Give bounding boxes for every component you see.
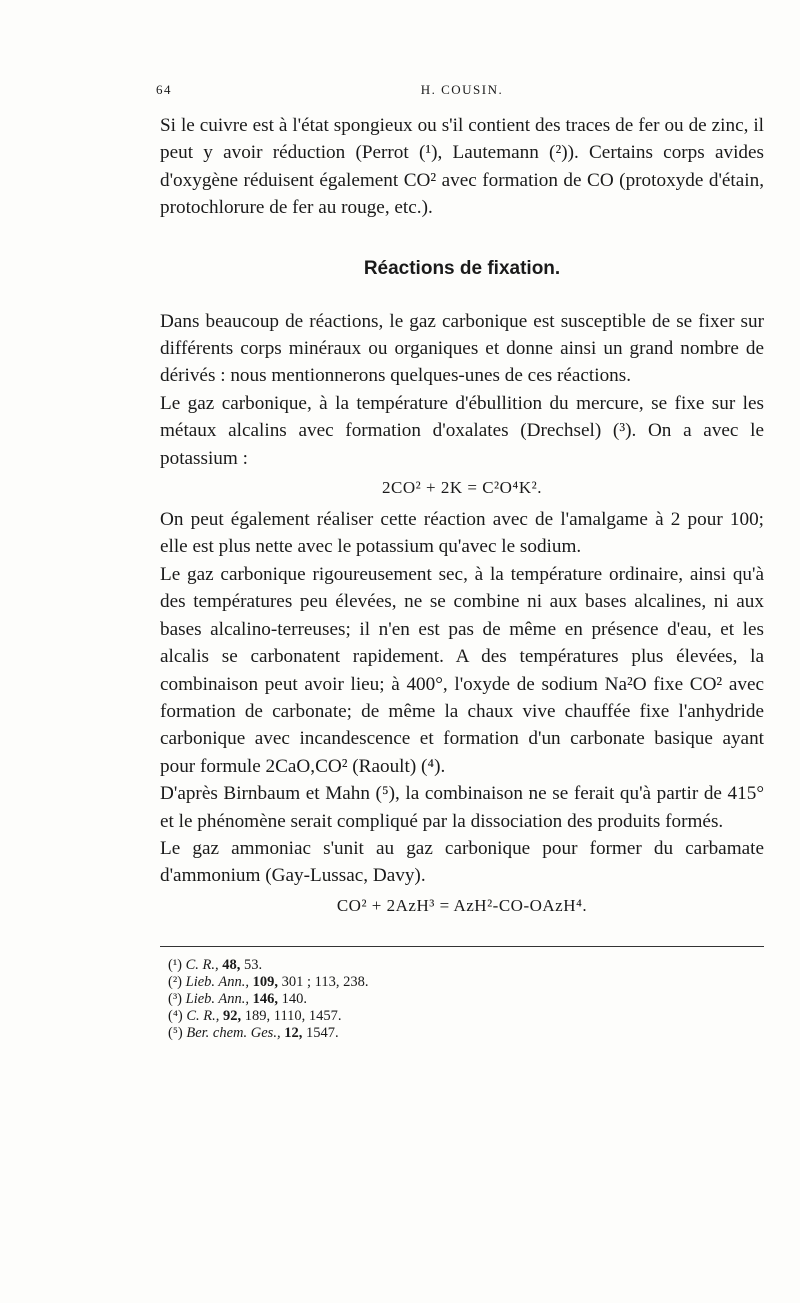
page-number: 64 bbox=[156, 82, 172, 97]
paragraph: Si le cuivre est à l'état spongieux ou s'il contient des traces de fer ou de zinc, il peut y avoir réduction (Perrot (¹), Lautemann (²)). Certains corps avides d'oxygène réduisent également CO² avec formation de CO (protoxyde d'étain, protochlorure de fer au rouge, etc.). bbox=[160, 115, 764, 219]
footnotes bbox=[168, 957, 764, 1042]
footnote-item: (²) Lieb. Ann., 109, 301 ; 113, 238. bbox=[168, 973, 369, 990]
footnote-item: (⁵) Ber. chem. Ges., 12, 1547. bbox=[168, 1024, 339, 1041]
footnote-item: (¹) C. R., 48, 53. bbox=[168, 956, 263, 973]
page-header bbox=[156, 82, 764, 106]
equation-carbamate: CO² + 2AzH³ = AzH²-CO-OAzH⁴. bbox=[336, 895, 588, 915]
paragraph: Dans beaucoup de réactions, le gaz carbonique est susceptible de se fixer sur différents corps minéraux ou organiques et donne ainsi un grand nombre de dérivés : nous mentionnerons quelques-unes de ces réactions. bbox=[160, 310, 764, 387]
paragraph: Le gaz carbonique, à la température d'ébullition du mercure, se fixe sur les métaux alcalins avec formation d'oxalates (Drechsel) (³). On a avec le potassium : bbox=[160, 392, 764, 469]
intro-text bbox=[160, 112, 764, 222]
footnote-divider bbox=[160, 946, 764, 947]
equation-oxalate: 2CO² + 2K = C²O⁴K². bbox=[382, 478, 542, 498]
paragraph: Le gaz ammoniac s'unit au gaz carbonique pour former du carbamate d'ammonium (Gay-Lussac, Davy). bbox=[160, 837, 764, 887]
book-page bbox=[156, 82, 764, 1042]
footnote-item: (⁴) C. R., 92, 189, 1110, 1457. bbox=[168, 1007, 342, 1024]
section-body bbox=[160, 308, 764, 916]
running-title: H. COUSIN. bbox=[420, 82, 504, 97]
footnote-item: (³) Lieb. Ann., 146, 140. bbox=[168, 990, 308, 1007]
paragraph: D'après Birnbaum et Mahn (⁵), la combinaison ne se ferait qu'à partir de 415° et le phénomène serait compliqué par la dissociation des produits formés. bbox=[160, 783, 764, 832]
section-title: Réactions de fixation. bbox=[363, 257, 561, 279]
paragraph: On peut également réaliser cette réaction avec de l'amalgame à 2 pour 100; elle est plus nette avec le potassium qu'avec le sodium. bbox=[160, 509, 764, 558]
paragraph: Le gaz carbonique rigoureusement sec, à la température ordinaire, ainsi qu'à des températures peu élevées, ne se combine ni aux bases alcalines, ni aux bases alcalino-terreuses; il n'en est pas de même en présence d'eau, et les alcalis se carbonatent rapidement. A des températures plus élevées, la combinaison peut avoir lieu; à 400°, l'oxyde de sodium Na²O fixe CO² avec formation de carbonate; de même la chaux vive chauffée fixe l'anhydride carbonique avec incandescence et formation d'un carbonate basique ayant pour formule 2CaO,CO² (Raoult) (⁴). bbox=[160, 563, 764, 777]
